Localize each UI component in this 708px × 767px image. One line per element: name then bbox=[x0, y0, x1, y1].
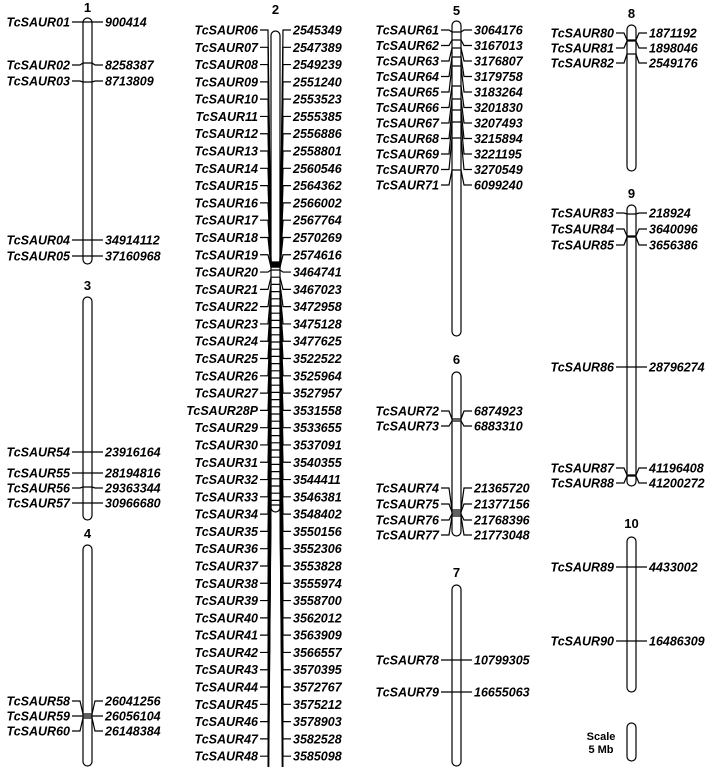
gene-name: TcSAUR79 bbox=[375, 685, 439, 700]
gene-position: 2555385 bbox=[293, 109, 342, 124]
gene-name: TcSAUR46 bbox=[194, 715, 258, 730]
gene-name: TcSAUR62 bbox=[375, 39, 439, 53]
gene-tick bbox=[260, 493, 291, 767]
gene-name: TcSAUR90 bbox=[550, 634, 614, 649]
gene-marker bbox=[7, 59, 155, 73]
gene-position: 3552306 bbox=[293, 542, 342, 557]
gene-position: 2553523 bbox=[293, 92, 342, 107]
chromosome-body bbox=[452, 585, 461, 766]
gene-position: 16486309 bbox=[649, 634, 705, 649]
chromosome-4 bbox=[7, 526, 162, 766]
gene-position: 218924 bbox=[649, 206, 691, 221]
gene-name: TcSAUR29 bbox=[194, 421, 258, 436]
scale-bar bbox=[587, 723, 636, 761]
gene-position: 3527957 bbox=[293, 386, 342, 401]
gene-position: 3566557 bbox=[293, 645, 342, 660]
gene-position: 3540355 bbox=[293, 455, 342, 470]
gene-tick bbox=[260, 479, 291, 767]
gene-position: 3578903 bbox=[293, 715, 342, 730]
gene-position: 3553828 bbox=[293, 559, 342, 574]
gene-position: 6883310 bbox=[474, 419, 523, 434]
gene-position: 3522522 bbox=[293, 352, 342, 367]
gene-position: 41196408 bbox=[649, 461, 704, 476]
chromosome-body bbox=[627, 25, 636, 171]
gene-position: 6099240 bbox=[474, 178, 523, 193]
gene-position: 3464741 bbox=[293, 265, 342, 280]
gene-marker bbox=[551, 237, 699, 253]
chromosome-number: 2 bbox=[271, 2, 280, 17]
gene-position: 2549176 bbox=[649, 56, 698, 71]
gene-position: 2549239 bbox=[293, 58, 342, 73]
gene-position: 3467023 bbox=[293, 282, 342, 297]
gene-name: TcSAUR34 bbox=[194, 507, 258, 522]
gene-name: TcSAUR72 bbox=[375, 404, 439, 419]
gene-marker bbox=[551, 41, 699, 56]
gene-tick bbox=[260, 500, 291, 767]
gene-name: TcSAUR66 bbox=[375, 101, 439, 115]
gene-name: TcSAUR59 bbox=[6, 709, 70, 724]
gene-name: TcSAUR88 bbox=[550, 476, 614, 491]
gene-position: 2545349 bbox=[293, 23, 342, 38]
gene-position: 3221195 bbox=[474, 147, 522, 162]
gene-position: 2564362 bbox=[293, 179, 342, 194]
gene-name: TcSAUR40 bbox=[194, 611, 258, 626]
scale-label-line2: 5 Mb bbox=[588, 744, 614, 756]
gene-marker bbox=[195, 277, 342, 297]
gene-name: TcSAUR77 bbox=[375, 528, 439, 543]
gene-marker bbox=[7, 75, 154, 89]
chromosome-10 bbox=[551, 516, 705, 692]
gene-marker bbox=[551, 54, 699, 71]
gene-position: 2560546 bbox=[293, 161, 342, 176]
gene-name: TcSAUR24 bbox=[194, 334, 258, 349]
gene-name: TcSAUR02 bbox=[6, 58, 70, 73]
gene-name: TcSAUR58 bbox=[6, 694, 70, 709]
gene-position: 30966680 bbox=[105, 496, 161, 511]
gene-name: TcSAUR17 bbox=[194, 213, 258, 228]
gene-position: 3572767 bbox=[293, 680, 342, 695]
gene-position: 28796274 bbox=[649, 360, 705, 375]
chromosome-5 bbox=[376, 3, 524, 336]
gene-name: TcSAUR33 bbox=[194, 490, 258, 505]
gene-position: 26148384 bbox=[105, 724, 161, 739]
gene-name: TcSAUR13 bbox=[194, 144, 258, 159]
gene-name: TcSAUR56 bbox=[6, 481, 70, 496]
gene-position: 3570395 bbox=[293, 663, 342, 678]
gene-name: TcSAUR55 bbox=[6, 466, 70, 481]
gene-name: TcSAUR03 bbox=[6, 74, 70, 89]
gene-name: TcSAUR37 bbox=[194, 559, 258, 574]
chromosome-number: 1 bbox=[83, 0, 92, 15]
gene-position: 26056104 bbox=[105, 709, 161, 724]
gene-name: TcSAUR69 bbox=[375, 147, 439, 162]
gene-name: TcSAUR36 bbox=[194, 542, 258, 557]
gene-name: TcSAUR63 bbox=[375, 54, 439, 69]
gene-name: TcSAUR20 bbox=[194, 265, 258, 280]
gene-marker bbox=[376, 420, 523, 434]
gene-name: TcSAUR86 bbox=[550, 360, 614, 375]
gene-name: TcSAUR42 bbox=[194, 645, 258, 660]
gene-marker bbox=[551, 207, 691, 221]
gene-name: TcSAUR21 bbox=[194, 282, 258, 297]
gene-marker bbox=[376, 405, 523, 420]
gene-position: 2574616 bbox=[293, 248, 342, 263]
gene-position: 21377156 bbox=[474, 497, 530, 512]
gene-position: 3550156 bbox=[293, 524, 342, 539]
gene-position: 3575212 bbox=[293, 697, 342, 712]
gene-position: 2547389 bbox=[293, 40, 342, 55]
gene-position: 8258387 bbox=[105, 58, 154, 73]
gene-position: 21773048 bbox=[474, 528, 530, 543]
gene-tick bbox=[260, 505, 291, 767]
gene-marker bbox=[551, 561, 698, 575]
chromosome-7 bbox=[376, 565, 531, 766]
chromosome-body bbox=[627, 205, 636, 486]
gene-name: TcSAUR18 bbox=[194, 230, 258, 245]
gene-name: TcSAUR64 bbox=[375, 70, 439, 84]
gene-name: TcSAUR81 bbox=[550, 41, 614, 56]
gene-name: TcSAUR16 bbox=[194, 196, 258, 211]
gene-position: 16655063 bbox=[474, 685, 530, 700]
gene-name: TcSAUR19 bbox=[194, 248, 258, 263]
gene-name: TcSAUR60 bbox=[6, 724, 70, 739]
gene-name: TcSAUR43 bbox=[194, 663, 258, 678]
gene-name: TcSAUR71 bbox=[375, 178, 439, 193]
gene-name: TcSAUR84 bbox=[550, 222, 614, 237]
scale-label-line1: Scale bbox=[586, 731, 616, 743]
gene-position: 8713809 bbox=[105, 74, 154, 89]
gene-name: TcSAUR04 bbox=[6, 233, 70, 248]
gene-position: 3555974 bbox=[293, 576, 342, 591]
chromosome-8 bbox=[551, 6, 699, 171]
gene-name: TcSAUR10 bbox=[194, 92, 258, 107]
gene-position: 1898046 bbox=[649, 41, 698, 56]
gene-position: 2556886 bbox=[293, 127, 342, 142]
gene-name: TcSAUR47 bbox=[194, 732, 258, 747]
gene-marker bbox=[195, 266, 342, 280]
gene-name: TcSAUR85 bbox=[550, 238, 614, 253]
gene-position: 3582528 bbox=[293, 732, 342, 747]
gene-name: TcSAUR67 bbox=[375, 116, 439, 131]
gene-position: 3179758 bbox=[474, 70, 523, 84]
gene-position: 34914112 bbox=[105, 233, 160, 248]
gene-name: TcSAUR01 bbox=[6, 15, 70, 30]
gene-name: TcSAUR30 bbox=[194, 438, 258, 453]
chromosome-1 bbox=[7, 0, 161, 264]
gene-position: 6874923 bbox=[474, 404, 523, 419]
chromosome-number: 10 bbox=[624, 516, 639, 531]
chromosome-number: 4 bbox=[83, 526, 92, 541]
gene-name: TcSAUR14 bbox=[194, 161, 258, 176]
gene-name: TcSAUR12 bbox=[194, 127, 258, 142]
gene-position: 2567764 bbox=[293, 213, 342, 228]
gene-name: TcSAUR75 bbox=[375, 497, 439, 512]
gene-name: TcSAUR68 bbox=[375, 132, 439, 146]
gene-position: 3064176 bbox=[474, 23, 523, 38]
gene-position: 2558801 bbox=[293, 144, 342, 159]
gene-position: 37160968 bbox=[105, 249, 161, 264]
gene-position: 3472958 bbox=[293, 300, 342, 315]
gene-position: 3270549 bbox=[474, 163, 523, 177]
gene-position: 28194816 bbox=[105, 466, 161, 481]
gene-name: TcSAUR89 bbox=[550, 560, 614, 575]
gene-position: 3475128 bbox=[293, 317, 342, 332]
gene-position: 2566002 bbox=[293, 196, 342, 211]
chromosome-9 bbox=[551, 186, 705, 491]
gene-position: 3477625 bbox=[293, 334, 342, 349]
gene-position: 2570269 bbox=[293, 230, 342, 245]
gene-name: TcSAUR15 bbox=[194, 179, 258, 194]
gene-name: TcSAUR87 bbox=[550, 461, 614, 476]
chromosome-body bbox=[83, 18, 92, 264]
gene-name: TcSAUR45 bbox=[194, 697, 258, 712]
gene-name: TcSAUR54 bbox=[6, 445, 70, 460]
gene-name: TcSAUR25 bbox=[194, 352, 258, 367]
gene-name: TcSAUR80 bbox=[550, 26, 614, 41]
gene-position: 3640096 bbox=[649, 222, 698, 237]
gene-name: TcSAUR28P bbox=[186, 403, 258, 418]
gene-position: 23916164 bbox=[105, 445, 161, 460]
gene-position: 26041256 bbox=[105, 694, 161, 709]
chromosome-number: 3 bbox=[83, 278, 92, 293]
gene-name: TcSAUR23 bbox=[194, 317, 258, 332]
gene-position: 21768396 bbox=[474, 513, 530, 528]
chromosome-body bbox=[627, 537, 636, 692]
gene-position: 4433002 bbox=[649, 560, 698, 575]
gene-position: 3183264 bbox=[474, 85, 523, 100]
gene-position: 3525964 bbox=[293, 369, 342, 384]
gene-position: 3201830 bbox=[474, 101, 523, 115]
gene-name: TcSAUR32 bbox=[194, 473, 258, 488]
gene-marker bbox=[376, 39, 523, 53]
gene-position: 900414 bbox=[105, 15, 147, 30]
gene-name: TcSAUR31 bbox=[194, 455, 258, 470]
gene-position: 3176807 bbox=[474, 54, 523, 69]
gene-position: 3585098 bbox=[293, 749, 342, 764]
gene-name: TcSAUR09 bbox=[194, 75, 258, 90]
gene-name: TcSAUR07 bbox=[194, 40, 258, 55]
gene-position: 21365720 bbox=[474, 481, 530, 496]
gene-name: TcSAUR82 bbox=[550, 56, 614, 71]
gene-marker bbox=[551, 27, 697, 41]
gene-name: TcSAUR44 bbox=[194, 680, 258, 695]
gene-position: 3548402 bbox=[293, 507, 342, 522]
gene-name: TcSAUR41 bbox=[194, 628, 258, 643]
gene-name: TcSAUR76 bbox=[375, 513, 439, 528]
gene-marker bbox=[376, 24, 524, 38]
gene-position: 3544411 bbox=[293, 473, 341, 488]
gene-marker bbox=[195, 248, 343, 267]
gene-name: TcSAUR73 bbox=[375, 419, 439, 434]
gene-position: 3533655 bbox=[293, 421, 342, 436]
chromosome-6 bbox=[376, 352, 531, 543]
gene-name: TcSAUR27 bbox=[194, 386, 258, 401]
gene-position: 2551240 bbox=[293, 75, 342, 90]
gene-position: 29363344 bbox=[105, 481, 161, 496]
gene-position: 3531558 bbox=[293, 403, 342, 418]
gene-position: 3558700 bbox=[293, 594, 342, 609]
chromosome-number: 5 bbox=[452, 3, 461, 18]
gene-position: 3207493 bbox=[474, 116, 523, 131]
gene-position: 3563909 bbox=[293, 628, 342, 643]
gene-position: 3167013 bbox=[474, 39, 523, 53]
chromosome-body bbox=[271, 31, 280, 512]
gene-position: 3537091 bbox=[293, 438, 342, 453]
gene-name: TcSAUR61 bbox=[375, 23, 439, 38]
gene-position: 3546381 bbox=[293, 490, 342, 505]
chromosome-number: 7 bbox=[452, 565, 461, 580]
chromosome-3 bbox=[7, 278, 162, 520]
gene-name: TcSAUR74 bbox=[375, 481, 439, 496]
gene-name: TcSAUR38 bbox=[194, 576, 258, 591]
gene-name: TcSAUR57 bbox=[6, 496, 70, 511]
gene-name: TcSAUR05 bbox=[6, 249, 70, 264]
gene-position: 1871192 bbox=[649, 26, 697, 41]
gene-position: 10799305 bbox=[474, 653, 530, 668]
gene-name: TcSAUR22 bbox=[194, 300, 258, 315]
gene-name: TcSAUR70 bbox=[375, 163, 439, 177]
scale-bar-shape bbox=[627, 723, 636, 761]
gene-name: TcSAUR08 bbox=[194, 58, 258, 73]
gene-name: TcSAUR48 bbox=[194, 749, 258, 764]
chromosome-number: 9 bbox=[627, 186, 636, 201]
gene-marker bbox=[7, 16, 147, 30]
chromosome-number: 8 bbox=[627, 6, 636, 21]
gene-position: 3562012 bbox=[293, 611, 342, 626]
gene-name: TcSAUR06 bbox=[194, 23, 258, 38]
gene-position: 3215894 bbox=[474, 132, 523, 146]
gene-name: TcSAUR11 bbox=[195, 109, 258, 124]
gene-marker bbox=[551, 223, 699, 237]
chromosome-body bbox=[83, 545, 92, 766]
chromosome-body bbox=[452, 21, 461, 336]
chromosome-2 bbox=[186, 2, 348, 767]
gene-name: TcSAUR26 bbox=[194, 369, 258, 384]
gene-position: 3656386 bbox=[649, 238, 698, 253]
gene-name: TcSAUR83 bbox=[550, 206, 614, 221]
gene-name: TcSAUR78 bbox=[375, 653, 439, 668]
gene-position: 41200272 bbox=[649, 476, 705, 491]
chromosome-number: 6 bbox=[452, 352, 461, 367]
gene-tick bbox=[260, 486, 291, 767]
gene-name: TcSAUR65 bbox=[375, 85, 439, 100]
gene-name: TcSAUR35 bbox=[194, 524, 258, 539]
gene-name: TcSAUR39 bbox=[194, 594, 258, 609]
